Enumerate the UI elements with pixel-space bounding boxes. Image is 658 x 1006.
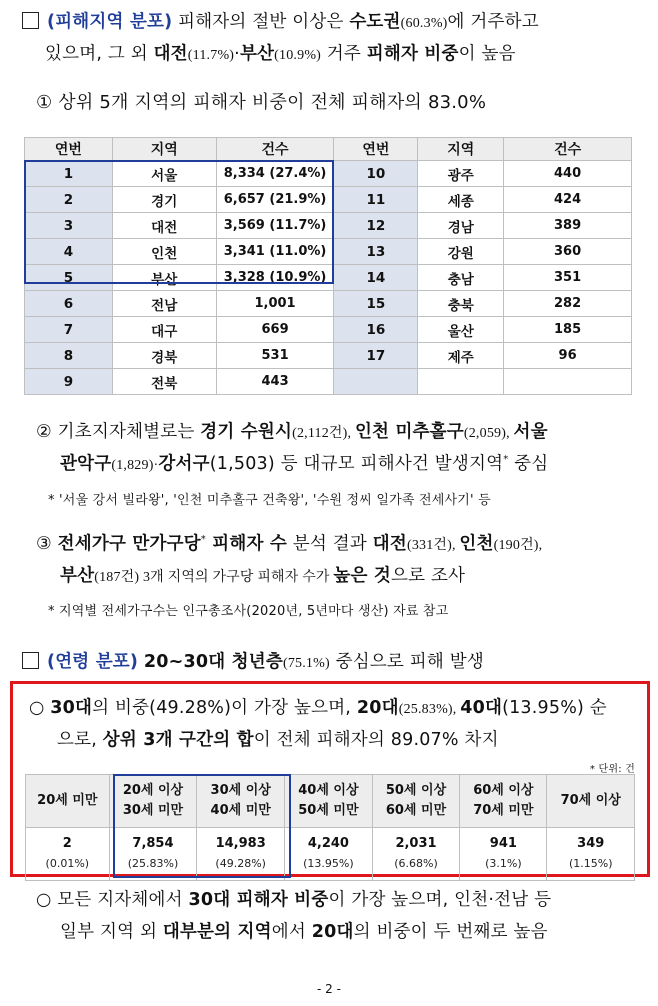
checkbox-square-icon <box>22 12 39 29</box>
age-percent: (25.83%) <box>127 857 179 870</box>
age-header-label: 30세 이상 <box>210 783 271 798</box>
table-cell: 443 <box>216 369 334 395</box>
table-cell: 389 <box>504 213 632 239</box>
section1-tag: (피해지역 분포) <box>47 12 173 32</box>
table-cell: 424 <box>504 187 632 213</box>
table-cell: 9 <box>25 369 113 395</box>
table-cell: 13 <box>334 239 418 265</box>
age-percent: (0.01%) <box>45 857 90 870</box>
final-line2: 일부 지역 외 대부분의 지역에서 20대의 비중이 두 번째로 높음 <box>60 922 548 942</box>
age-count: 941 <box>489 836 517 851</box>
table-cell: 282 <box>504 291 632 317</box>
age-value-cell <box>372 828 459 881</box>
table-cell: 17 <box>334 343 418 369</box>
age-percent: (3.1%) <box>485 857 522 870</box>
table-cell: 4 <box>25 239 113 265</box>
table-row <box>25 343 632 369</box>
age-header-label: 30세 미만 <box>122 803 184 818</box>
table-cell <box>334 369 418 395</box>
age-header-label: 50세 이상 <box>385 783 447 798</box>
table-cell: 충북 <box>418 291 504 317</box>
age-header-label: 70세 이상 <box>560 793 621 808</box>
section2-tag: (연령 분포) <box>47 652 139 672</box>
point2-line1: ② 기초지자체별로는 경기 수원시(2,112건), 인천 미추홀구(2,059), 서울 <box>36 422 548 442</box>
table-cell: 3,328 (10.9%) <box>216 265 334 291</box>
table-cell: 6,657 (21.9%) <box>216 187 334 213</box>
point3-note: * 지역별 전세가구수는 인구총조사(2020년, 5년마다 생산) 자료 참고 <box>48 604 449 619</box>
top5-highlight-box <box>24 160 334 284</box>
table-cell: 5 <box>25 265 113 291</box>
table-cell: 11 <box>334 187 418 213</box>
table-cell: 강원 <box>418 239 504 265</box>
table-row <box>25 369 632 395</box>
age-value-cell <box>460 828 547 881</box>
table-cell: 경기 <box>112 187 216 213</box>
point2-line2: 관악구(1,829)·강서구(1,503) 등 대규모 피해사건 발생지역* 중심 <box>60 454 549 474</box>
age-percent: (1.15%) <box>568 857 613 870</box>
top2-age-highlight <box>113 774 291 878</box>
age-percent: (49.28%) <box>215 857 266 870</box>
unit-note: * 단위: 건 <box>589 764 635 775</box>
point3-line2: 부산(187건) 3개 지역의 가구당 피해자 수가 높은 것으로 조사 <box>60 566 466 586</box>
table-cell: 14 <box>334 265 418 291</box>
age-box-line1: ○ 30대의 비중(49.28%)이 가장 높으며, 20대(25.83%), 40대(13.95%) 순 <box>29 698 607 718</box>
age-count: 2,031 <box>395 836 437 851</box>
age-header-label: 60세 미만 <box>385 803 447 818</box>
table-cell: 10 <box>334 161 418 187</box>
point2-note: * '서울 강서 빌라왕', '인천 미추홀구 건축왕', '수원 정씨 일가족 전세사기' 등 <box>48 493 491 508</box>
table-cell: 울산 <box>418 317 504 343</box>
age-count: 7,854 <box>132 836 174 851</box>
table-cell: 185 <box>504 317 632 343</box>
point3-line1: ③ 전세가구 만가구당* 피해자 수 분석 결과 대전(331건), 인천(190건), <box>36 534 543 554</box>
table-cell: 669 <box>216 317 334 343</box>
table-cell: 대구 <box>112 317 216 343</box>
age-header-label: 40세 미만 <box>210 803 271 818</box>
age-box-line2: 으로, 상위 3개 구간의 합이 전체 피해자의 89.07% 차지 <box>57 730 499 750</box>
table-cell: 12 <box>334 213 418 239</box>
table-cell: 351 <box>504 265 632 291</box>
table-cell: 1,001 <box>216 291 334 317</box>
table-cell: 6 <box>25 291 113 317</box>
table-cell: 전남 <box>112 291 216 317</box>
table-cell: 충남 <box>418 265 504 291</box>
age-count: 14,983 <box>215 836 266 851</box>
age-value-cell <box>26 828 110 881</box>
table-cell: 7 <box>25 317 113 343</box>
table-cell: 경북 <box>112 343 216 369</box>
age-header-label: 20세 미만 <box>37 793 98 808</box>
table-cell: 세종 <box>418 187 504 213</box>
table-cell: 전북 <box>112 369 216 395</box>
region-table-header: 연번 지역 건수 연번 지역 건수 <box>25 138 632 161</box>
point1-text: ① 상위 5개 지역의 피해자 비중이 전체 피해자의 83.0% <box>36 92 487 113</box>
age-distribution-box <box>10 681 650 877</box>
section1-line1: (피해지역 분포) 피해자의 절반 이상은 수도권(60.3%)에 거주하고 <box>22 8 539 33</box>
age-header-cell <box>26 775 110 828</box>
age-header-label: 40세 이상 <box>298 783 359 798</box>
table-cell <box>504 369 632 395</box>
checkbox-square-icon <box>22 652 39 669</box>
table-cell: 16 <box>334 317 418 343</box>
table-cell: 440 <box>504 161 632 187</box>
age-header-cell <box>460 775 547 828</box>
age-header-label: 70세 미만 <box>473 803 534 818</box>
age-count: 349 <box>577 836 605 851</box>
table-cell: 광주 <box>418 161 504 187</box>
age-header-cell <box>285 775 373 828</box>
table-row <box>25 291 632 317</box>
age-count: 2 <box>62 836 72 851</box>
table-cell: 3,569 (11.7%) <box>216 213 334 239</box>
table-cell: 531 <box>216 343 334 369</box>
table-cell: 대전 <box>112 213 216 239</box>
age-header-label: 50세 미만 <box>298 803 359 818</box>
table-cell: 360 <box>504 239 632 265</box>
page-number: - 2 - <box>317 982 341 996</box>
age-header-cell <box>372 775 459 828</box>
section1-line2: 있으며, 그 외 대전(11.7%)·부산(10.9%) 거주 피해자 비중이 높음 <box>45 44 516 64</box>
table-cell: 서울 <box>112 161 216 187</box>
age-percent: (13.95%) <box>303 857 354 870</box>
table-cell: 2 <box>25 187 113 213</box>
table-cell: 3 <box>25 213 113 239</box>
section2-title: (연령 분포) 20~30대 청년층(75.1%) 중심으로 피해 발생 <box>22 648 484 673</box>
age-header-cell <box>547 775 635 828</box>
final-line1: ○ 모든 지자체에서 30대 피해자 비중이 가장 높으며, 인천·전남 등 <box>36 890 552 910</box>
age-percent: (6.68%) <box>394 857 438 870</box>
table-cell: 8,334 (27.4%) <box>216 161 334 187</box>
table-cell: 3,341 (11.0%) <box>216 239 334 265</box>
age-header-label: 60세 이상 <box>473 783 534 798</box>
age-header-label: 20세 이상 <box>122 783 184 798</box>
table-cell: 1 <box>25 161 113 187</box>
table-cell: 제주 <box>418 343 504 369</box>
table-cell: 15 <box>334 291 418 317</box>
table-cell: 경남 <box>418 213 504 239</box>
table-cell: 인천 <box>112 239 216 265</box>
age-value-cell <box>547 828 635 881</box>
table-cell: 부산 <box>112 265 216 291</box>
age-count: 4,240 <box>307 836 349 851</box>
table-row <box>25 317 632 343</box>
age-value-cell <box>285 828 373 881</box>
table-cell: 96 <box>504 343 632 369</box>
table-cell: 8 <box>25 343 113 369</box>
table-cell <box>418 369 504 395</box>
